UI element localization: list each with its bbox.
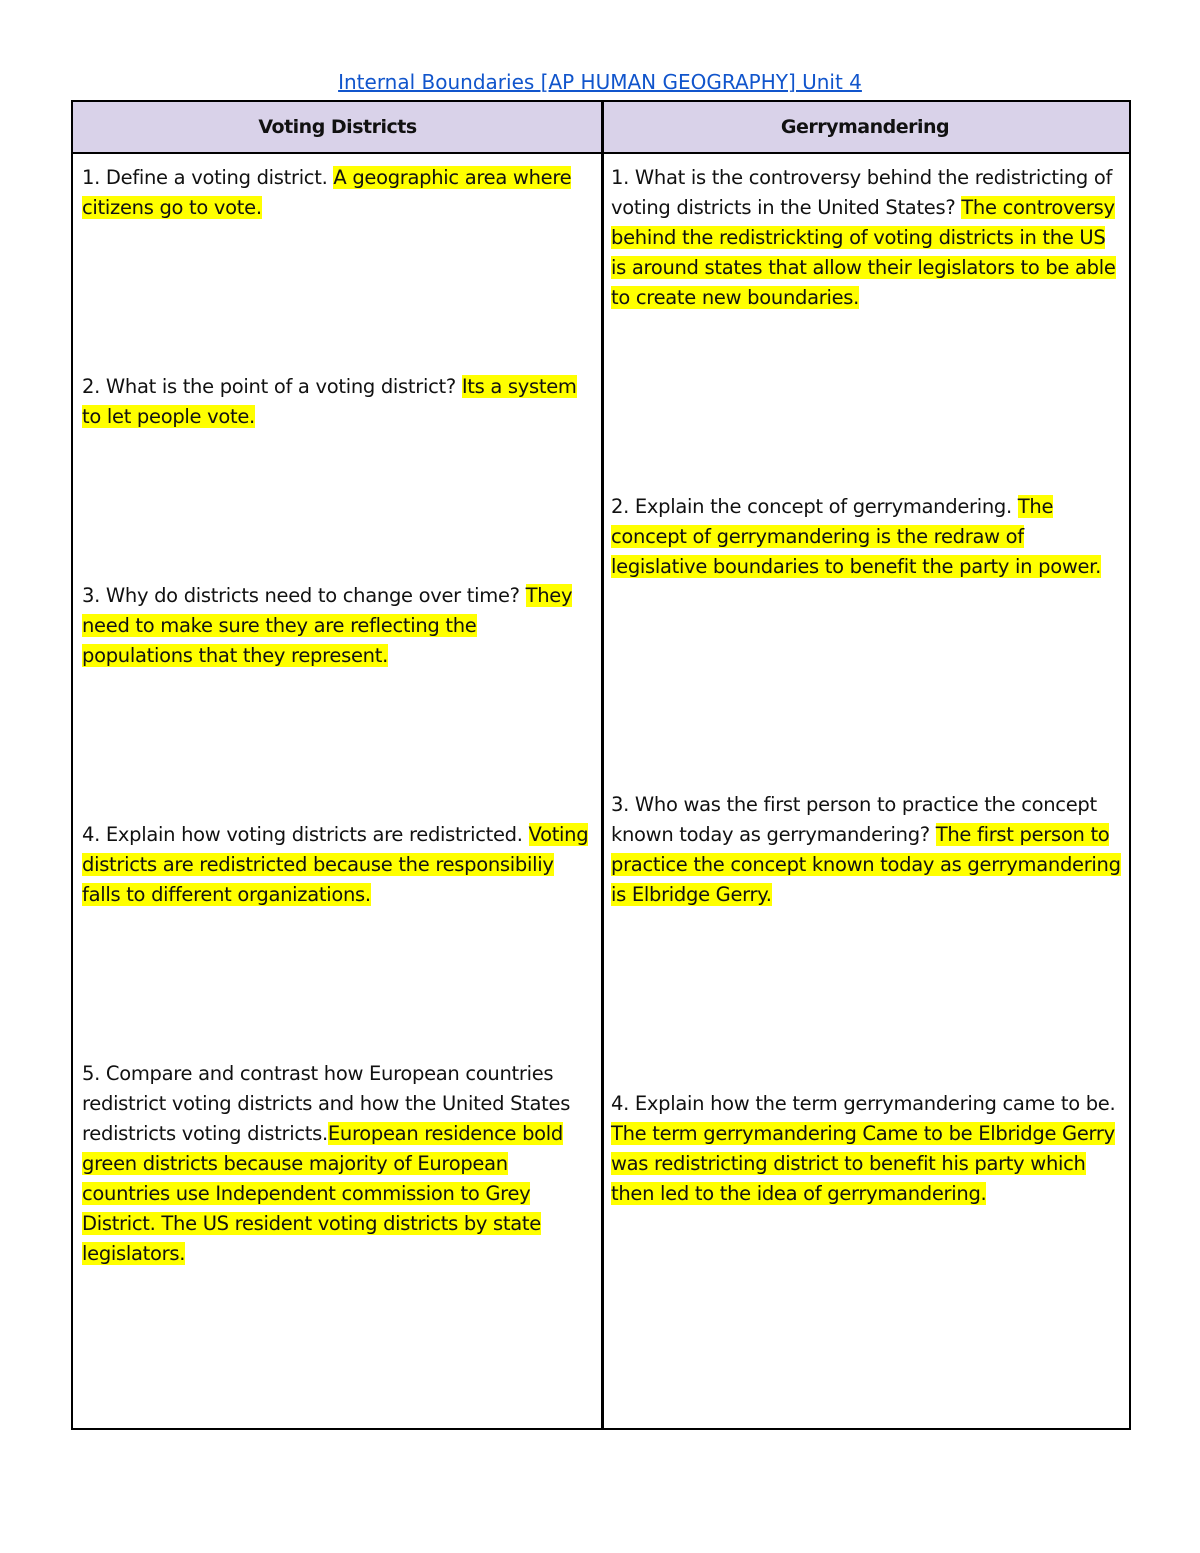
question-text: 1. Define a voting district.	[82, 166, 334, 189]
voting-question-3	[82, 581, 592, 671]
question-text: 2. Explain the concept of gerrymandering.	[611, 495, 1018, 518]
highlighted-answer: A geographic area where citizens go to vote.	[82, 166, 572, 219]
question-text: 4. Explain how voting districts are redistricted.	[82, 823, 529, 846]
question-text: 3. Why do districts need to change over time?	[82, 584, 526, 607]
highlighted-answer: The term gerrymandering Came to be Elbridge Gerry was redistricting district to benefit his party which then led to the idea of gerrymandering.	[611, 1122, 1115, 1205]
voting-question-2	[82, 372, 592, 432]
question-text: 4. Explain how the term gerrymandering came to be.	[611, 1092, 1116, 1115]
highlighted-answer: The concept of gerrymandering is the redraw of legislative boundaries to benefit the party in power.	[611, 495, 1101, 578]
highlighted-answer: European residence bold green districts because majority of European countries use Independent commission to Grey District. The US resident voting districts by state legislators.	[82, 1122, 563, 1265]
question-text: 2. What is the point of a voting district?	[82, 375, 462, 398]
gerrymandering-question-2	[611, 492, 1121, 582]
gerrymandering-question-1	[611, 163, 1121, 313]
highlighted-answer: The controversy behind the redistrickting of voting districts in the US is around states that allow their legislators to be able to create new boundaries.	[611, 196, 1116, 309]
gerrymandering-header: Gerrymandering	[780, 116, 950, 138]
voting-question-4	[82, 820, 592, 910]
gerrymandering-question-3	[611, 790, 1121, 910]
worksheet-table	[71, 100, 1131, 1430]
question-text: 1. What is the controversy behind the redistricting of voting districts in the United States?	[611, 166, 1113, 219]
voting-question-1	[82, 163, 592, 223]
voting-districts-header: Voting Districts	[258, 116, 417, 138]
highlighted-answer: Voting districts are redistricted because the responsibiliy falls to different organizations.	[82, 823, 589, 906]
highlighted-answer: Its a system to let people vote.	[82, 375, 577, 428]
highlighted-answer: The first person to practice the concept known today as gerrymandering is Elbridge Gerry.	[611, 823, 1121, 906]
highlighted-answer: They need to make sure they are reflecting the populations that they represent.	[82, 584, 573, 667]
gerrymandering-question-4	[611, 1089, 1121, 1209]
document-title[interactable]: Internal Boundaries [AP HUMAN GEOGRAPHY] Unit 4	[338, 70, 862, 94]
column-divider	[601, 102, 604, 1428]
question-text: 5. Compare and contrast how European countries redistrict voting districts and how the United States redistricts voting districts.	[82, 1062, 571, 1145]
question-text: 3. Who was the first person to practice the concept known today as gerrymandering?	[611, 793, 1097, 846]
voting-question-5	[82, 1059, 592, 1269]
